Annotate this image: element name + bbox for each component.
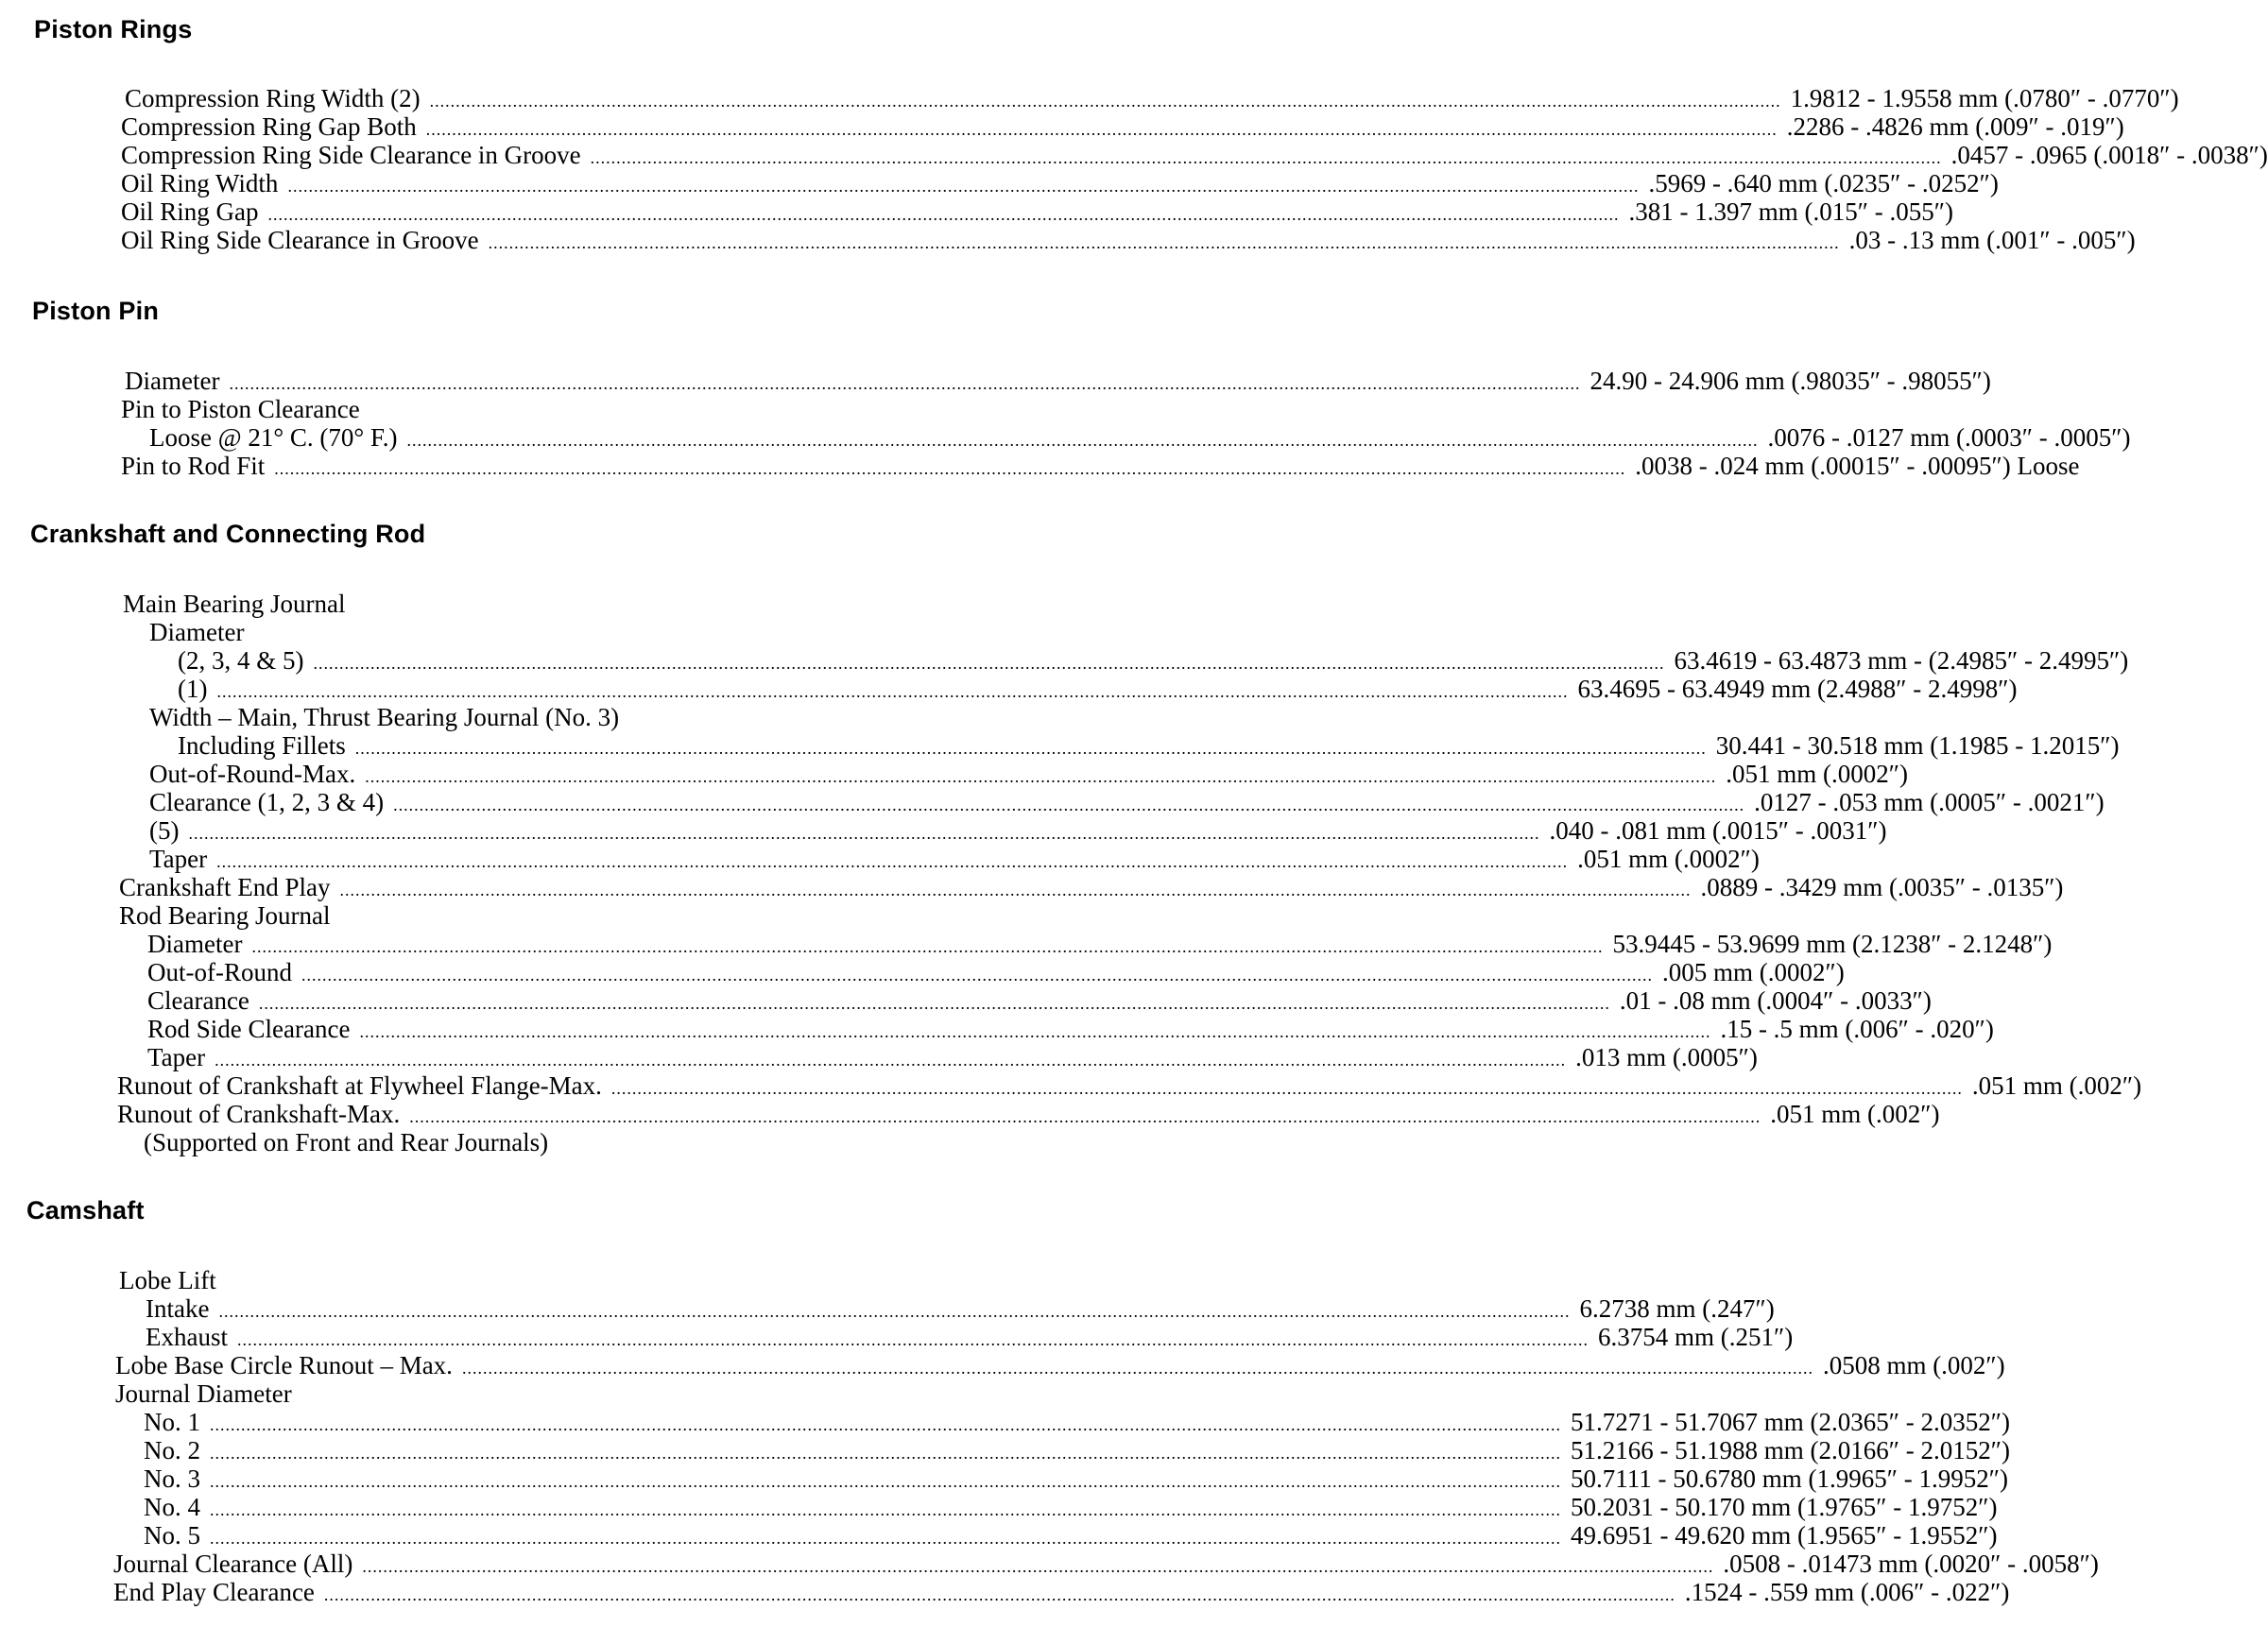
dot-leader: .................................................................................................................................................................................................................................................................... <box>393 796 1745 814</box>
spec-subheading: Width – Main, Thrust Bearing Journal (No. 3) <box>149 703 620 731</box>
dot-leader: .................................................................................................................................................................................................................................................................... <box>354 739 1707 758</box>
spec-value: 51.2166 - 51.1988 mm (2.0166″ - 2.0152″) <box>1571 1436 2010 1464</box>
spec-label: No. 4 <box>144 1493 200 1521</box>
spec-label: Out-of-Round <box>147 958 292 986</box>
spec-value: 24.90 - 24.906 mm (.98035″ - .98055″) <box>1589 367 1991 395</box>
spec-value: .013 mm (.0005″) <box>1575 1043 1758 1071</box>
spec-label: Clearance <box>147 986 249 1015</box>
dot-leader: .................................................................................................................................................................................................................................................................... <box>218 1302 1571 1321</box>
dot-leader: .................................................................................................................................................................................................................................................................... <box>301 966 1653 985</box>
spec-row <box>149 788 2105 816</box>
spec-row <box>146 1323 1794 1351</box>
spec-label: Compression Ring Side Clearance in Groove <box>121 141 581 169</box>
spec-value: .0457 - .0965 (.0018″ - .0038″) <box>1950 141 2268 169</box>
spec-row <box>146 1294 1775 1323</box>
spec-label: Loose @ 21° C. (70° F.) <box>149 423 398 452</box>
dot-leader: .................................................................................................................................................................................................................................................................... <box>339 881 1692 899</box>
dot-leader: .................................................................................................................................................................................................................................................................... <box>216 682 1569 701</box>
dot-leader: .................................................................................................................................................................................................................................................................... <box>210 1529 1561 1548</box>
spec-label: No. 3 <box>144 1464 200 1493</box>
spec-label: Pin to Rod Fit <box>121 452 266 480</box>
spec-row <box>149 760 1908 788</box>
spec-value: .0076 - .0127 mm (.0003″ - .0005″) <box>1767 423 2131 452</box>
spec-label: Including Fillets <box>178 731 346 760</box>
spec-label: No. 1 <box>144 1408 200 1436</box>
spec-value: .040 - .081 mm (.0015″ - .0031″) <box>1549 816 1887 845</box>
dot-leader: .................................................................................................................................................................................................................................................................... <box>313 654 1665 673</box>
spec-row <box>121 197 1953 226</box>
dot-leader: .................................................................................................................................................................................................................................................................... <box>229 374 1581 393</box>
spec-label: Lobe Base Circle Runout – Max. <box>115 1351 453 1379</box>
spec-value: 1.9812 - 1.9558 mm (.0780″ - .0770″) <box>1790 84 2179 112</box>
spec-row <box>147 986 1932 1015</box>
spec-value: .0508 - .01473 mm (.0020″ - .0058″) <box>1723 1550 2099 1578</box>
spec-row <box>147 1043 1758 1071</box>
spec-row <box>144 1521 1998 1550</box>
spec-label: (5) <box>149 816 180 845</box>
spec-value: .0038 - .024 mm (.00015″ - .00095″) Loose <box>1635 452 2080 480</box>
dot-leader: .................................................................................................................................................................................................................................................................... <box>274 459 1626 478</box>
spec-label: (1) <box>178 675 208 703</box>
spec-row <box>121 226 2136 254</box>
spec-row <box>149 423 2131 452</box>
spec-label: Oil Ring Gap <box>121 197 259 226</box>
spec-label: No. 2 <box>144 1436 200 1464</box>
section-heading-piston-rings: Piston Rings <box>34 15 193 43</box>
spec-label: Diameter <box>147 930 243 958</box>
spec-row <box>147 930 2053 958</box>
spec-label: Exhaust <box>146 1323 228 1351</box>
spec-row <box>178 675 2018 703</box>
dot-leader: .................................................................................................................................................................................................................................................................... <box>210 1444 1561 1463</box>
spec-value: .0127 - .053 mm (.0005″ - .0021″) <box>1754 788 2105 816</box>
spec-row <box>117 1100 1940 1128</box>
dot-leader: .................................................................................................................................................................................................................................................................... <box>251 937 1604 956</box>
spec-label: Intake <box>146 1294 210 1323</box>
spec-row <box>147 958 1845 986</box>
spec-value: 63.4619 - 63.4873 mm - (2.4985″ - 2.4995″) <box>1674 646 2129 675</box>
spec-row <box>178 646 2129 675</box>
spec-subheading: Diameter <box>149 618 245 646</box>
dot-leader: .................................................................................................................................................................................................................................................................... <box>210 1472 1561 1491</box>
dot-leader: .................................................................................................................................................................................................................................................................... <box>409 1107 1761 1126</box>
spec-row <box>121 141 2268 169</box>
spec-label: No. 5 <box>144 1521 200 1550</box>
dot-leader: .................................................................................................................................................................................................................................................................... <box>590 148 1942 167</box>
dot-leader: .................................................................................................................................................................................................................................................................... <box>425 120 1778 139</box>
dot-leader: .................................................................................................................................................................................................................................................................... <box>610 1079 1963 1098</box>
spec-row <box>115 1351 2005 1379</box>
spec-row <box>117 1071 2142 1100</box>
dot-leader: .................................................................................................................................................................................................................................................................... <box>362 1557 1714 1576</box>
spec-label: Runout of Crankshaft-Max. <box>117 1100 401 1128</box>
spec-row <box>144 1436 2010 1464</box>
spec-label: Rod Side Clearance <box>147 1015 351 1043</box>
spec-value: .5969 - .640 mm (.0235″ - .0252″) <box>1648 169 1999 197</box>
section-heading-piston-pin: Piston Pin <box>32 297 160 325</box>
spec-value: .01 - .08 mm (.0004″ - .0033″) <box>1619 986 1932 1015</box>
spec-value: 6.3754 mm (.251″) <box>1598 1323 1794 1351</box>
dot-leader: .................................................................................................................................................................................................................................................................... <box>359 1022 1711 1041</box>
spec-label: End Play Clearance <box>113 1578 315 1606</box>
spec-value: .15 - .5 mm (.006″ - .020″) <box>1720 1015 1994 1043</box>
spec-value: .051 mm (.0002″) <box>1726 760 1908 788</box>
spec-value: .1524 - .559 mm (.006″ - .022″) <box>1684 1578 2010 1606</box>
spec-value: 49.6951 - 49.620 mm (1.9565″ - 1.9552″) <box>1571 1521 1998 1550</box>
dot-leader: .................................................................................................................................................................................................................................................................... <box>237 1330 1589 1349</box>
section-heading-camshaft: Camshaft <box>26 1196 145 1225</box>
spec-row <box>149 816 1887 845</box>
spec-subheading: Main Bearing Journal <box>123 590 346 618</box>
spec-value: .381 - 1.397 mm (.015″ - .055″) <box>1628 197 1953 226</box>
dot-leader: .................................................................................................................................................................................................................................................................... <box>258 994 1610 1013</box>
spec-row <box>125 84 2179 112</box>
spec-value: .005 mm (.0002″) <box>1661 958 1845 986</box>
spec-label: Diameter <box>125 367 220 395</box>
dot-leader: .................................................................................................................................................................................................................................................................... <box>188 824 1540 843</box>
spec-row <box>119 873 2064 901</box>
spec-row <box>149 845 1760 873</box>
spec-value: 50.2031 - 50.170 mm (1.9765″ - 1.9752″) <box>1571 1493 1998 1521</box>
spec-subheading: Pin to Piston Clearance <box>121 395 360 423</box>
dot-leader: .................................................................................................................................................................................................................................................................... <box>488 233 1840 252</box>
dot-leader: .................................................................................................................................................................................................................................................................... <box>406 431 1759 450</box>
spec-label: Clearance (1, 2, 3 & 4) <box>149 788 385 816</box>
spec-row <box>144 1493 1998 1521</box>
spec-label: (2, 3, 4 & 5) <box>178 646 304 675</box>
dot-leader: .................................................................................................................................................................................................................................................................... <box>216 852 1569 871</box>
dot-leader: .................................................................................................................................................................................................................................................................... <box>461 1359 1813 1378</box>
spec-value: .051 mm (.002″) <box>1770 1100 1940 1128</box>
dot-leader: .................................................................................................................................................................................................................................................................... <box>323 1585 1675 1604</box>
spec-subheading: Journal Diameter <box>115 1379 292 1408</box>
spec-value: .051 mm (.0002″) <box>1577 845 1760 873</box>
spec-label: Compression Ring Width (2) <box>125 84 421 112</box>
dot-leader: .................................................................................................................................................................................................................................................................... <box>365 767 1717 786</box>
spec-label: Out-of-Round-Max. <box>149 760 356 788</box>
dot-leader: .................................................................................................................................................................................................................................................................... <box>210 1500 1561 1519</box>
spec-value: .0889 - .3429 mm (.0035″ - .0135″) <box>1700 873 2064 901</box>
spec-row <box>147 1015 1994 1043</box>
spec-value: 30.441 - 30.518 mm (1.1985 - 1.2015″) <box>1715 731 2120 760</box>
dot-leader: .................................................................................................................................................................................................................................................................... <box>210 1415 1561 1434</box>
spec-row <box>144 1408 2010 1436</box>
section-heading-crankshaft: Crankshaft and Connecting Rod <box>30 520 426 548</box>
spec-row <box>121 452 2080 480</box>
spec-label: Taper <box>149 845 208 873</box>
spec-value: 50.7111 - 50.6780 mm (1.9965″ - 1.9952″) <box>1571 1464 2008 1493</box>
spec-label: Oil Ring Side Clearance in Groove <box>121 226 479 254</box>
spec-label: Runout of Crankshaft at Flywheel Flange-Max. <box>117 1071 602 1100</box>
spec-note: (Supported on Front and Rear Journals) <box>144 1128 549 1156</box>
spec-value: 6.2738 mm (.247″) <box>1579 1294 1775 1323</box>
spec-label: Crankshaft End Play <box>119 873 331 901</box>
spec-value: .2286 - .4826 mm (.009″ - .019″) <box>1786 112 2124 141</box>
spec-row <box>121 112 2124 141</box>
spec-value: 63.4695 - 63.4949 mm (2.4988″ - 2.4998″) <box>1577 675 2018 703</box>
spec-label: Journal Clearance (All) <box>113 1550 353 1578</box>
spec-value: .051 mm (.002″) <box>1971 1071 2142 1100</box>
spec-value: 51.7271 - 51.7067 mm (2.0365″ - 2.0352″) <box>1571 1408 2010 1436</box>
spec-row <box>113 1578 2010 1606</box>
spec-row <box>178 731 2120 760</box>
dot-leader: .................................................................................................................................................................................................................................................................... <box>287 177 1640 196</box>
spec-subheading: Rod Bearing Journal <box>119 901 331 930</box>
spec-label: Oil Ring Width <box>121 169 279 197</box>
dot-leader: .................................................................................................................................................................................................................................................................... <box>429 92 1781 111</box>
spec-value: .03 - .13 mm (.001″ - .005″) <box>1848 226 2136 254</box>
spec-row <box>121 169 1999 197</box>
spec-subheading: Lobe Lift <box>119 1266 216 1294</box>
spec-row <box>113 1550 2099 1578</box>
spec-value: 53.9445 - 53.9699 mm (2.1238″ - 2.1248″) <box>1612 930 2053 958</box>
dot-leader: .................................................................................................................................................................................................................................................................... <box>267 205 1620 224</box>
spec-label: Compression Ring Gap Both <box>121 112 417 141</box>
spec-value: .0508 mm (.002″) <box>1822 1351 2005 1379</box>
spec-label: Taper <box>147 1043 206 1071</box>
spec-row <box>125 367 1991 395</box>
spec-row <box>144 1464 2008 1493</box>
dot-leader: .................................................................................................................................................................................................................................................................... <box>215 1051 1567 1070</box>
